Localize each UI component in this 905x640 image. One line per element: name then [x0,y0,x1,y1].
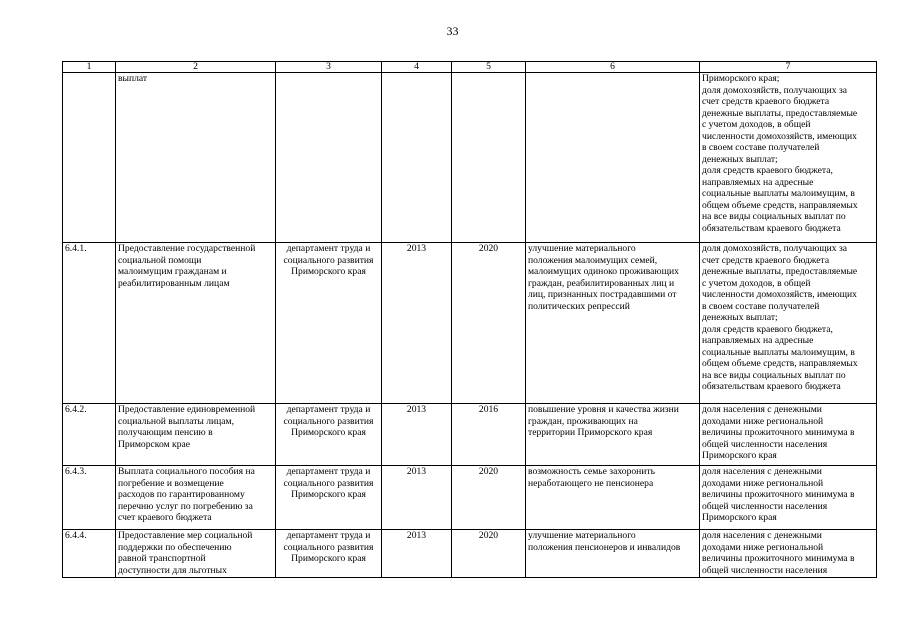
expected-result-cell: улучшение материального положения пенсионеров и инвалидов [526,530,700,578]
start-year-cell: 2013 [382,466,452,530]
table-header-row [63,62,877,73]
item-number-cell: 6.4.3. [63,466,116,530]
table-row [63,73,877,243]
executor-cell: департамент труда и социального развития Приморского края [276,466,382,530]
expected-result-cell [526,73,700,243]
indicator-cell: доля населения с денежными доходами ниже региональной величины прожиточного минимума в общей численности населения Приморского края [700,404,877,466]
measure-name-cell: Выплата социального пособия на погребение и возмещение расходов по гарантированному перечню услуг по погребению за счет краевого бюджета [116,466,276,530]
measure-name-cell: Предоставление государственной социальной помощи малоимущим гражданам и реабилитированным лицам [116,243,276,404]
executor-cell [276,73,382,243]
column-number-1: 1 [63,62,116,73]
page-number: 33 [446,24,459,38]
end-year-cell [452,73,526,243]
end-year-cell: 2016 [452,404,526,466]
executor-cell: департамент труда и социального развития Приморского края [276,243,382,404]
expected-result-cell: повышение уровня и качества жизни граждан, проживающих на территории Приморского края [526,404,700,466]
measures-table [62,61,877,578]
indicator-cell: доля населения с денежными доходами ниже региональной величины прожиточного минимума в общей численности населения Приморского края [700,466,877,530]
item-number-cell: 6.4.2. [63,404,116,466]
end-year-cell: 2020 [452,530,526,578]
table-row [63,243,877,404]
table-row [63,466,877,530]
executor-cell: департамент труда и социального развития Приморского края [276,404,382,466]
end-year-cell: 2020 [452,466,526,530]
item-number-cell: 6.4.1. [63,243,116,404]
measure-name-cell: Предоставление единовременной социальной выплаты лицам, получающим пенсию в Приморском крае [116,404,276,466]
indicator-cell: Приморского края; доля домохозяйств, получающих за счет средств краевого бюджета денежные выплаты, предоставляемые с учетом доходов, в общей численности домохозяйств, имеющих в своем составе получателей денежных выплат; доля средств краевого бюджета, направляемых на адресные социальные выплаты малоимущим, в общем объеме средств, направляемых на все виды социальных выплат по обязательствам краевого бюджета [700,73,877,243]
column-number-3: 3 [276,62,382,73]
start-year-cell: 2013 [382,404,452,466]
expected-result-cell: возможность семье захоронить неработающего не пенсионера [526,466,700,530]
table-row [63,530,877,578]
table-row [63,404,877,466]
column-number-7: 7 [700,62,877,73]
column-number-4: 4 [382,62,452,73]
item-number-cell [63,73,116,243]
indicator-cell: доля домохозяйств, получающих за счет средств краевого бюджета денежные выплаты, предоставляемые с учетом доходов, в общей численности домохозяйств, имеющих в своем составе получателей денежных выплат; доля средств краевого бюджета, направляемых на адресные социальные выплаты малоимущим, в общем объеме средств, направляемых на все виды социальных выплат по обязательствам краевого бюджета [700,243,877,404]
column-number-5: 5 [452,62,526,73]
measure-name-cell: выплат [116,73,276,243]
column-number-6: 6 [526,62,700,73]
executor-cell: департамент труда и социального развития Приморского края [276,530,382,578]
end-year-cell: 2020 [452,243,526,404]
item-number-cell: 6.4.4. [63,530,116,578]
start-year-cell: 2013 [382,243,452,404]
expected-result-cell: улучшение материального положения малоимущих семей, малоимущих одиноко проживающих граждан, реабилитированных лиц и лиц, признанных пострадавшими от политических репрессий [526,243,700,404]
start-year-cell: 2013 [382,530,452,578]
start-year-cell [382,73,452,243]
column-number-2: 2 [116,62,276,73]
measure-name-cell: Предоставление мер социальной поддержки по обеспечению равной транспортной доступности для льготных [116,530,276,578]
indicator-cell: доля населения с денежными доходами ниже региональной величины прожиточного минимума в общей численности населения [700,530,877,578]
